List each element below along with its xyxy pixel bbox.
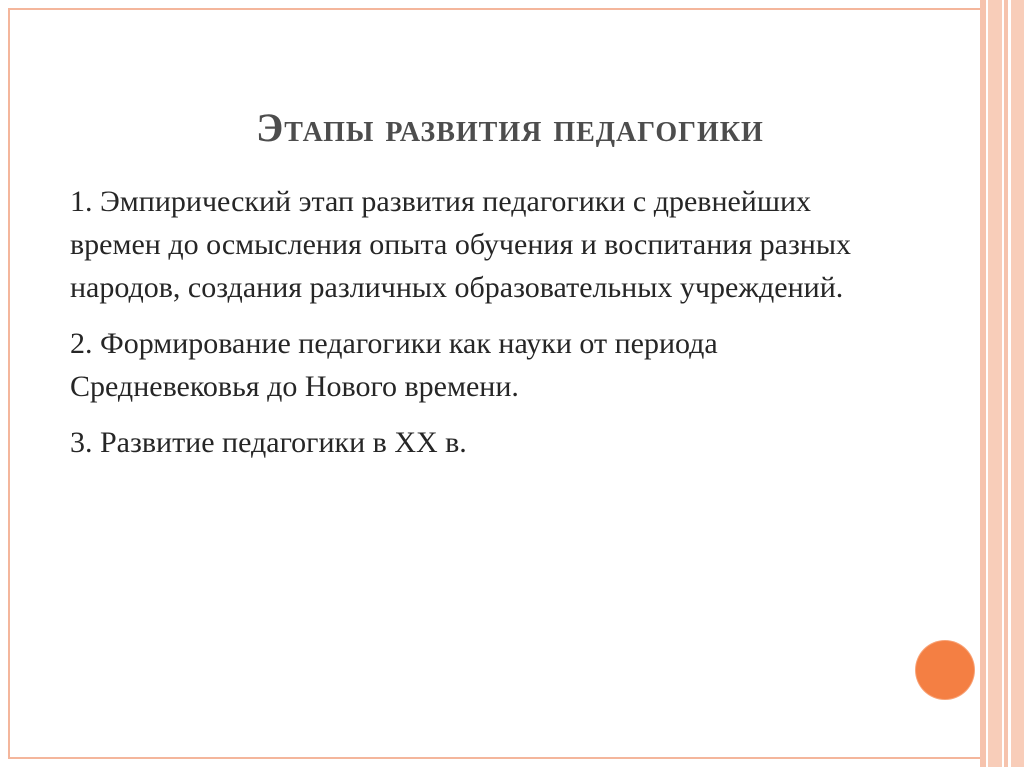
frame-left-border xyxy=(8,8,10,759)
list-item: 3. Развитие педагогики в XX в. xyxy=(70,426,467,459)
frame-top-border xyxy=(8,8,980,10)
right-stripe xyxy=(988,0,1002,767)
frame-bottom-border xyxy=(8,757,980,759)
list-item: 2. Формирование педагогики как науки от периода Средневековья до Нового времени. xyxy=(70,327,718,403)
list-item: 1. Эмпирический этап развития педагогики с древнейших времен до осмысления опыта обучения и воспитания разных народов, создания различных образовательных учреждений. xyxy=(70,185,852,304)
slide-content xyxy=(70,180,900,477)
decorative-circle-icon xyxy=(916,641,974,699)
right-stripe xyxy=(1011,0,1024,767)
slide-title: Этапы развития педагогики xyxy=(256,105,764,150)
